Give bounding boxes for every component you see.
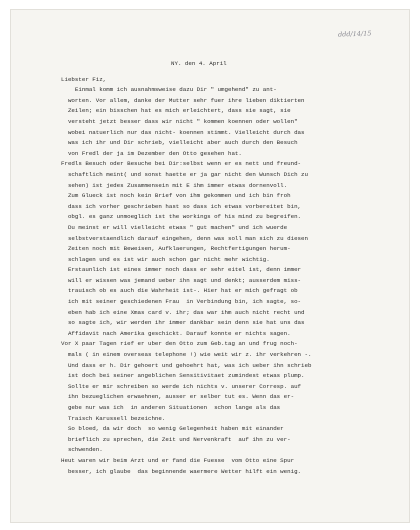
letter-line: schaftlich meint( und sonst haette er ja gar nicht den Wunsch Dich zu [61, 170, 308, 178]
letter-line: obgl. es ganz unmoeglich ist the workings of his mind zu begreifen. [61, 213, 302, 221]
letter-line: versteht jetzt besser dass wir nicht " kommen koennen oder wollen" [61, 117, 298, 125]
letter-line: wobei natuerlich nur das nicht- koennen stimmt. Vielleicht durch das [61, 128, 305, 136]
letter-line: Sollte er mir schreiben so werde ich nichts v. unserer Corresp. auf [61, 382, 302, 390]
letter-line: so sagte ich, wir werden ihr immer dankbar sein denn sie hat uns das [61, 319, 305, 327]
letter-line: Affidavit nach Amerika geschickt. Darauf konnte er nichts sagen. [61, 329, 291, 337]
letter-line: Zum Glueck ist noch kein Brief von ihm gekommen und ich bin froh [61, 192, 291, 200]
letter-line: brieflich zu sprechen, die Zeit und Nervenkraft auf ihn zu ver- [61, 435, 291, 443]
letter-line: worten. Vor allem, danke der Mutter sehr fuer ihre lieben diktierten [61, 96, 305, 104]
letter-line: was ich ihr und Dir schrieb, vielleicht aber auch durch den Besuch [61, 139, 298, 147]
letter-line: schwenden. [61, 446, 103, 454]
letter-line: Erstaunlich ist eines immer noch dass er sehr eitel ist, denn immer [61, 266, 302, 274]
letter-line: dass ich vorher geschrieben hast so dass ich etwas vorbereitet bin, [61, 202, 302, 210]
letter-line: Du meinst er will vielleicht etwas " gut machen" und ich wuerde [61, 223, 288, 231]
letter-line: Fredls Besuch oder Besuche bei Dir:selbst wenn er es nett und freund- [61, 160, 302, 168]
archive-pencil-note: ddd/14/15 [337, 29, 372, 39]
letter-line: will er wissen was jemand ueber ihn sagt und denkt; ausserdem miss- [61, 276, 302, 284]
letter-dateline: NY. den 4. April [171, 60, 227, 67]
letter-line: eben hab ich eine Xmas card v. ihr; das war ihm auch nicht recht und [61, 308, 305, 316]
letter-line: Traisch Karussell bezeichne. [61, 414, 166, 422]
letter-line: selbstverstaendlich darauf eingehen, denn was soll man sich zu diesen [61, 234, 308, 242]
letter-line: mals ( in einem overseas telephone !) wie weit wir z. ihr verkehren -. [61, 351, 312, 359]
letter-body [61, 75, 391, 478]
letter-line: So bloed, da wir doch so wenig Gelegenheit haben mit einander [61, 425, 284, 433]
letter-line: gebe nur was ich in anderen Situationen schon lange als das [61, 404, 281, 411]
letter-line: ich mit seiner geschiedenen Frau in Verbindung bin, ich sagte, so- [61, 298, 302, 306]
letter-line: Zeiten noch mit Beweisen, Aufklaerungen, Rechtfertigungen herum- [61, 245, 291, 253]
salutation: Liebster Fiz, [61, 75, 107, 83]
letter-line: besser, ich glaube das beginnende waermere Wetter hilft ein wenig. [61, 467, 302, 475]
letter-line: von Fredl der ja im Dezember den Otto gesehen hat. [61, 149, 242, 157]
letter-line: trauisch ob es auch die Wahrheit ist-. Hier hat er mich gefragt ob [61, 287, 298, 295]
letter-line: Zeilen; ein bisschen hat es mich erleichtert, dass sie sagt, sie [61, 107, 291, 115]
letter-line: schlagen und es ist wir auch schon gar nicht mehr wichtig. [61, 255, 270, 263]
letter-line: sehen) ist jedes Zusammensein mit E ihm immer etwas dornenvoll. [61, 181, 288, 189]
letter-line: ihn bezueglichen erwaehnen, ausser er selber tut es. Wenn das er- [61, 393, 295, 401]
letter-line: ist doch bei seiner angeblichen Sensitivitaet zumindest etwas plump. [61, 372, 305, 380]
letter-line: Vor X paar Tagen rief er uber den Otto zum Geb.tag an und frug noch- [61, 340, 298, 348]
letter-line: Und dass er h. Dir gehoert und gehoehrt hat, was ich ueber ihn schrieb [61, 361, 312, 369]
letter-line: Einmal komm ich ausnahmsweise dazu Dir " umgehend" zu ant- [61, 86, 277, 94]
letter-line: Heut waren wir beim Arzt und er fand die Fuesse vom Otto eine Spur [61, 456, 295, 464]
